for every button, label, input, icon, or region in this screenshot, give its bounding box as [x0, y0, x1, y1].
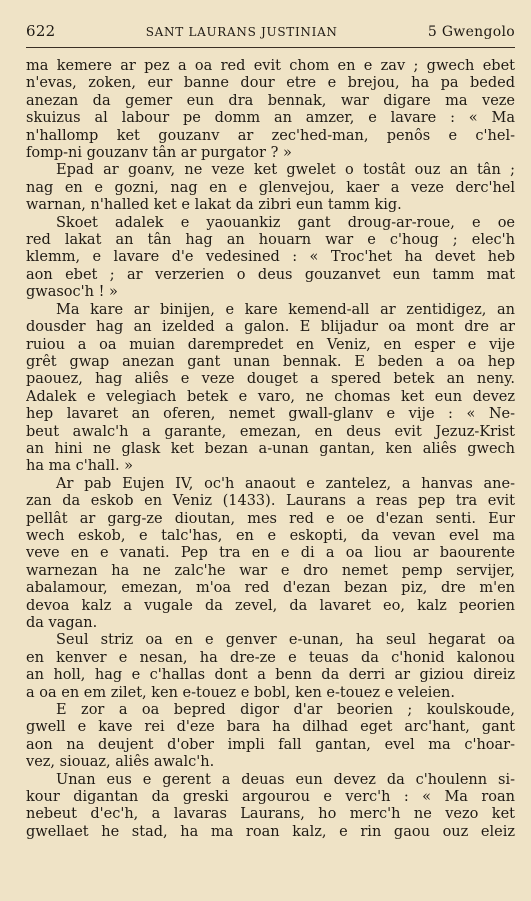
text-line: Unan eus e gerent a deuas eun devez da c'houlenn si-	[56, 771, 515, 788]
text-line: Seul striz oa en e genver e-unan, ha seul hegarat oa	[56, 632, 515, 649]
text-line: en kenver e nesan, ha dre-ze e teuas da c'honid kalonou	[26, 649, 515, 666]
text-line: grêt gwap anezan gant unan bennak. E beden a oa hep	[26, 353, 515, 370]
text-line: abalamour, emezan, m'oa red d'ezan bezan piz, dre m'en	[26, 580, 515, 597]
text-line: gwell e kave rei d'eze bara ha dilhad eget arc'hant, gant	[26, 719, 515, 736]
text-line: pellât ar garg-ze dioutan, mes red e oe d'ezan senti. Eur	[26, 510, 515, 527]
text-line: wech eskob, e talc'has, en e eskopti, da vevan evel ma	[26, 527, 515, 544]
text-line: an hini ne glask ket bezan a-unan gantan, ken aliês gwech	[26, 440, 515, 457]
text-line: warnan, n'halled ket e lakat da zibri eun tamm kig.	[26, 197, 402, 214]
text-line: ma kemere ar pez a oa red evit chom en e zav ; gwech ebet	[26, 58, 515, 74]
text-line: paouez, hag aliês e veze douget a spered betek an neny.	[26, 371, 515, 388]
text-line: devoa kalz a vugale da zevel, da lavaret eo, kalz peorien	[26, 597, 515, 614]
text-line: nebeut d'ec'h, a lavaras Laurans, ho merc'h ne vezo ket	[26, 806, 515, 823]
text-line: veve en e vanati. Pep tra en e di a oa liou ar baourente	[26, 545, 515, 562]
text-line: Ar pab Eujen IV, oc'h anaout e zantelez, a hanvas ane-	[56, 475, 515, 492]
text-line: kour digantan da greski argourou e verc'h : « Ma roan	[26, 789, 515, 806]
page-header	[26, 22, 515, 48]
text-line: ha ma c'hall. »	[26, 458, 134, 475]
page-number: 622	[26, 22, 56, 40]
text-line: zan da eskob en Veniz (1433). Laurans a reas pep tra evit	[26, 493, 515, 510]
text-line: E zor a oa bepred digor d'ar beorien ; koulskoude,	[56, 702, 515, 719]
text-line: da vagan.	[26, 615, 98, 631]
text-line: Skoet adalek e yaouankiz gant droug-ar-roue, e oe	[56, 214, 515, 231]
text-line: klemm, e lavare d'e vedesined : « Troc'het ha devet heb	[26, 249, 515, 266]
text-line: ruiou a oa muian darempredet en Veniz, en esper e vije	[26, 336, 515, 353]
text-line: aon ebet ; ar verzerien o deus gouzanvet eun tamm mat	[26, 266, 515, 283]
text-line: Ma kare ar binijen, e kare kemend-all ar zentidigez, an	[56, 301, 515, 318]
text-line: gwasoc'h ! »	[26, 284, 118, 301]
text-line: warnezan ha ne zalc'he war e dro nemet pemp servijer,	[26, 562, 515, 579]
text-line: n'evas, zoken, eur banne dour etre e brejou, ha pa beded	[26, 75, 515, 92]
text-line: vez, siouaz, aliês awalc'h.	[26, 754, 215, 771]
text-line: hep lavaret an oferen, nemet gwall-glanv e vije : « Ne-	[26, 406, 515, 423]
text-line: beut awalc'h a garante, emezan, en deus evit Jezuz-Krist	[26, 423, 515, 440]
text-line: aon na deujent d'ober impli fall gantan, evel ma c'hoar-	[26, 736, 515, 753]
text-line: fomp-ni gouzanv tân ar purgator ? »	[26, 145, 292, 162]
text-line: gwellaet he stad, ha ma roan kalz, e rin gaou ouz eleiz	[26, 823, 515, 840]
text-line: skuizus al labour pe domm an amzer, e lavare : « Ma	[26, 110, 515, 127]
text-line: nag en e gozni, nag en e glenvejou, kaer a veze derc'hel	[26, 179, 515, 196]
text-line: dousder hag an izelded a galon. E blijadur oa mont dre ar	[26, 319, 515, 336]
text-line: n'hallomp ket gouzanv ar zec'hed-man, penôs e c'hel-	[26, 127, 515, 144]
body-text	[26, 58, 515, 841]
text-line: Epad ar goanv, ne veze ket gwelet o tostât ouz an tân ;	[56, 162, 515, 179]
text-line: anezan da gemer eun dra bennak, war digare ma veze	[26, 92, 515, 109]
text-line: Adalek e velegiach betek e varo, ne chomas ket eun devez	[26, 388, 515, 405]
chapter-date: 5 Gwengolo	[427, 24, 515, 40]
text-line: red lakat an tân hag an houarn war e c'houg ; elec'h	[26, 232, 515, 249]
text-line: an holl, hag e c'hallas dont a benn da derri ar giziou direiz	[26, 667, 515, 684]
running-title: SANT LAURANS JUSTINIAN	[145, 25, 338, 39]
text-line: a oa en em zilet, ken e-touez e bobl, ken e-touez e veleien.	[26, 684, 455, 701]
